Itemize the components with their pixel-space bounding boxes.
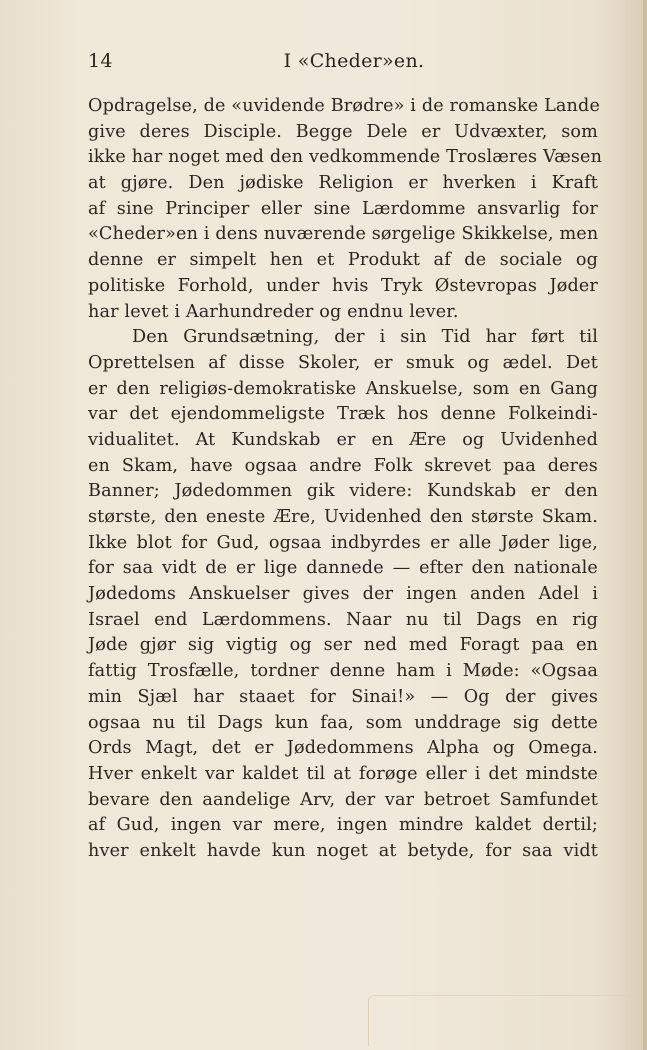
text-line: er den religiøs-demokratiske Anskuelse, som en Gang bbox=[88, 378, 598, 399]
text-line: politiske Forhold, under hvis Tryk Østevropas Jøder bbox=[88, 275, 598, 296]
text-line: en Skam, have ogsaa andre Folk skrevet paa deres bbox=[88, 455, 598, 476]
text-line: Hver enkelt var kaldet til at forøge eller i det mindste bbox=[88, 763, 598, 784]
running-title: I «Cheder»en. bbox=[283, 50, 425, 72]
text-line: Ikke blot for Gud, ogsaa indbyrdes er alle Jøder lige, bbox=[88, 532, 598, 553]
text-line: Banner; Jødedommen gik videre: Kundskab er den bbox=[88, 481, 598, 502]
page-number: 14 bbox=[88, 50, 113, 72]
text-line: Israel end Lærdommens. Naar nu til Dags en rig bbox=[88, 609, 598, 630]
text-line: Jødedoms Anskuelser gives der ingen anden Adel i bbox=[88, 584, 598, 605]
text-line: var det ejendommeligste Træk hos denne Folkeindi- bbox=[88, 404, 598, 425]
text-line: Jøde gjør sig vigtig og ser ned med Foragt paa en bbox=[88, 635, 598, 656]
text-line: bevare den aandelige Arv, der var betroet Samfundet bbox=[88, 789, 598, 810]
text-line: vidualitet. At Kundskab er en Ære og Uvidenhed bbox=[88, 429, 598, 450]
text-line: fattig Trosfælle, tordner denne ham i Møde: «Ogsaa bbox=[88, 661, 598, 682]
paper-mark bbox=[368, 995, 639, 1046]
text-line: ikke har noget med den vedkommende Troslæres Væsen bbox=[88, 147, 603, 168]
running-head bbox=[88, 50, 600, 78]
text-line: give deres Disciple. Begge Dele er Udvæxter, som bbox=[88, 121, 598, 142]
text-line: største, den eneste Ære, Uvidenhed den største Skam. bbox=[88, 507, 598, 527]
text-line: «Cheder»en i dens nuværende sørgelige Skikkelse, men bbox=[88, 224, 599, 245]
text-line: af Gud, ingen var mere, ingen mindre kaldet dertil; bbox=[88, 815, 598, 836]
paragraph-start-line: Den Grundsætning, der i sin Tid har ført til bbox=[132, 327, 598, 348]
text-line: Ords Magt, det er Jødedommens Alpha og Omega. bbox=[88, 738, 598, 759]
text-line: min Sjæl har staaet for Sinai!» — Og der gives bbox=[88, 686, 598, 707]
text-line: denne er simpelt hen et Produkt af de sociale og bbox=[88, 250, 598, 271]
text-line: af sine Principer eller sine Lærdomme ansvarlig for bbox=[88, 198, 598, 219]
text-line: Oprettelsen af disse Skoler, er smuk og ædel. Det bbox=[88, 352, 598, 373]
text-line: at gjøre. Den jødiske Religion er hverken i Kraft bbox=[88, 173, 598, 194]
text-line: hver enkelt havde kun noget at betyde, for saa vidt bbox=[88, 840, 598, 861]
text-line: Opdragelse, de «uvidende Brødre» i de romanske Lande bbox=[88, 96, 601, 116]
text-line: ogsaa nu til Dags kun faa, som unddrage sig dette bbox=[88, 712, 598, 733]
body-text bbox=[88, 94, 603, 865]
page-edge bbox=[643, 0, 647, 1050]
text-line: har levet i Aarhundreder og endnu lever. bbox=[88, 301, 459, 322]
text-line: for saa vidt de er lige dannede — efter den nationale bbox=[88, 558, 598, 579]
